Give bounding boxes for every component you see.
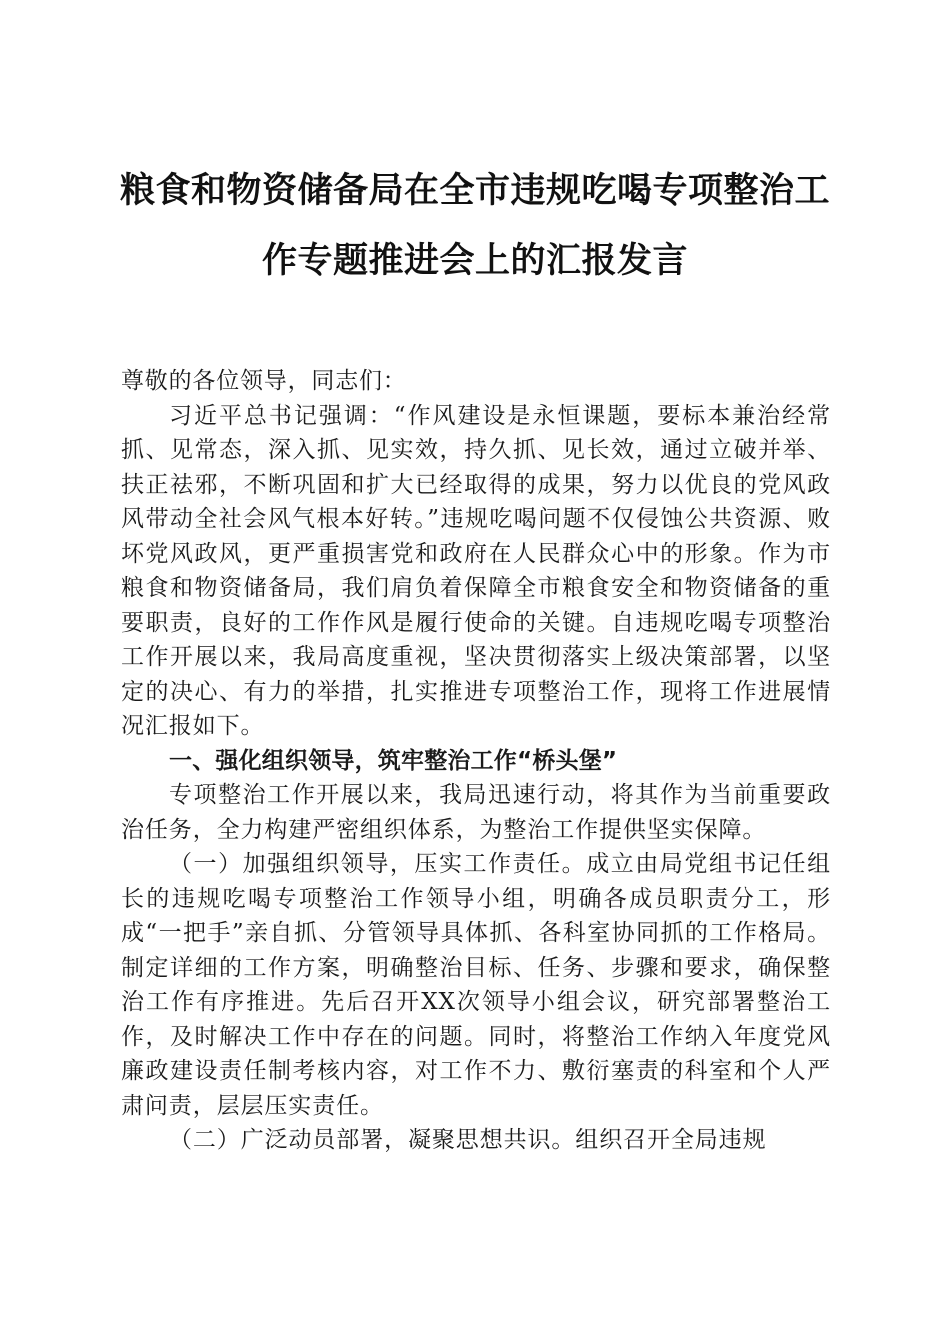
paragraph-intro: 习近平总书记强调：“作风建设是永恒课题，要标本兼治经常抓、见常态，深入抓、见实效，持久抓、见长效，通过立破并举、扶正祛邪，不断巩固和扩大已经取得的成果，努力以优良的党风政风带动全社会风气根本好转。”违规吃喝问题不仅侵蚀公共资源、败坏党风政风，更严重损害党和政府在人民群众心中的形象。作为市粮食和物资储备局，我们肩负着保障全市粮食安全和物资储备的重要职责，良好的工作作风是履行使命的关键。自违规吃喝专项整治工作开展以来，我局高度重视，坚决贯彻落实上级决策部署，以坚定的决心、有力的举措，扎实推进专项整治工作，现将工作进展情况汇报如下。 — [121, 402, 831, 739]
document-title-line-2: 作专题推进会上的汇报发言 — [261, 240, 688, 281]
section-heading-1: 一、强化组织领导，筑牢整治工作“桥头堡” — [169, 747, 618, 774]
document-title-line-1: 粮食和物资储备局在全市违规吃喝专项整治工 — [119, 170, 830, 211]
greeting: 尊敬的各位领导，同志们： — [121, 368, 407, 394]
paragraph-subsection-2: （二）广泛动员部署，凝聚思想共识。组织召开全局违规 — [169, 1127, 767, 1153]
document-body — [121, 364, 831, 1158]
paragraph-subsection-1: （一）加强组织领导，压实工作责任。成立由局党组书记任组长的违规吃喝专项整治工作领导小组，明确各成员职责分工，形成“一把手”亲自抓、分管领导具体抓、各科室协同抓的工作格局。制定详细的工作方案，明确整治目标、任务、步骤和要求，确保整治工作有序推进。先后召开XX次领导小组会议，研究部署整治工作，及时解决工作中存在的问题。同时，将整治工作纳入年度党风廉政建设责任制考核内容，对工作不力、敷衍塞责的科室和个人严肃问责，层层压实责任。 — [121, 851, 831, 1119]
paragraph-section-1: 专项整治工作开展以来，我局迅速行动，将其作为当前重要政治任务，全力构建严密组织体系，为整治工作提供坚实保障。 — [121, 782, 831, 843]
